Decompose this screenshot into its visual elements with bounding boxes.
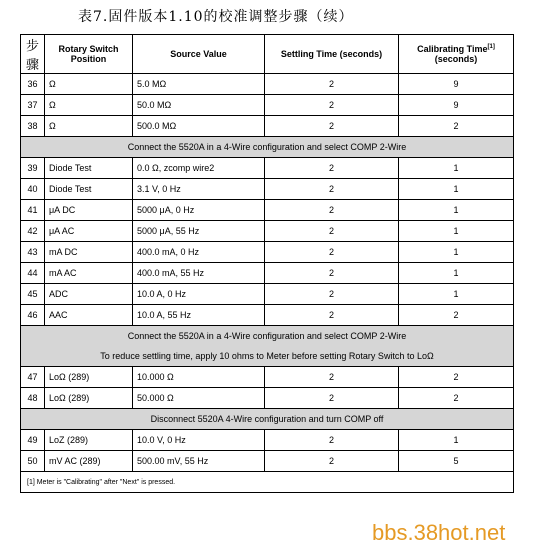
cell-calibrating-time: 1 bbox=[399, 263, 514, 284]
instruction-row bbox=[21, 137, 514, 158]
cell-settling-time: 2 bbox=[265, 200, 399, 221]
cell-step: 36 bbox=[21, 74, 45, 95]
cell-calibrating-time: 1 bbox=[399, 242, 514, 263]
instruction-row bbox=[21, 326, 514, 347]
cell-calibrating-time: 2 bbox=[399, 305, 514, 326]
cell-calibrating-time: 2 bbox=[399, 367, 514, 388]
table-row bbox=[21, 388, 514, 409]
table-row bbox=[21, 263, 514, 284]
cell-calibrating-time: 1 bbox=[399, 430, 514, 451]
cell-step: 39 bbox=[21, 158, 45, 179]
cell-step: 40 bbox=[21, 179, 45, 200]
cell-calibrating-time: 1 bbox=[399, 284, 514, 305]
calibration-steps-table bbox=[20, 34, 514, 493]
cell-rotary-position: ADC bbox=[45, 284, 133, 305]
cell-settling-time: 2 bbox=[265, 451, 399, 472]
cell-rotary-position: AAC bbox=[45, 305, 133, 326]
cell-step: 43 bbox=[21, 242, 45, 263]
cell-source-value: 50.0 MΩ bbox=[133, 95, 265, 116]
cell-calibrating-time: 1 bbox=[399, 221, 514, 242]
table-row bbox=[21, 305, 514, 326]
cell-step: 37 bbox=[21, 95, 45, 116]
cell-calibrating-time: 9 bbox=[399, 74, 514, 95]
page-title: 表7.固件版本1.10的校准调整步骤（续） bbox=[78, 9, 354, 25]
table-row bbox=[21, 74, 514, 95]
cell-rotary-position: LoZ (289) bbox=[45, 430, 133, 451]
instruction-text: Connect the 5520A in a 4-Wire configuration and select COMP 2-Wire bbox=[21, 137, 514, 158]
table-row bbox=[21, 451, 514, 472]
cell-calibrating-time: 5 bbox=[399, 451, 514, 472]
header-calibrating-time-label: Calibrating Time bbox=[417, 44, 488, 54]
header-footnote-ref: [1] bbox=[487, 44, 495, 50]
cell-step: 46 bbox=[21, 305, 45, 326]
cell-rotary-position: Ω bbox=[45, 116, 133, 137]
cell-settling-time: 2 bbox=[265, 116, 399, 137]
header-calibrating-time bbox=[399, 35, 514, 74]
table-row bbox=[21, 367, 514, 388]
cell-settling-time: 2 bbox=[265, 430, 399, 451]
cell-step: 38 bbox=[21, 116, 45, 137]
cell-step: 47 bbox=[21, 367, 45, 388]
cell-settling-time: 2 bbox=[265, 74, 399, 95]
cell-source-value: 10.0 V, 0 Hz bbox=[133, 430, 265, 451]
cell-rotary-position: mA DC bbox=[45, 242, 133, 263]
cell-step: 49 bbox=[21, 430, 45, 451]
table-row bbox=[21, 116, 514, 137]
cell-rotary-position: μA AC bbox=[45, 221, 133, 242]
cell-settling-time: 2 bbox=[265, 367, 399, 388]
table-row bbox=[21, 284, 514, 305]
instruction-text: Disconnect 5520A 4-Wire configuration and turn COMP off bbox=[21, 409, 514, 430]
cell-rotary-position: Ω bbox=[45, 74, 133, 95]
header-calibrating-time-unit: (seconds) bbox=[434, 54, 478, 64]
instruction-text: Connect the 5520A in a 4-Wire configuration and select COMP 2-Wire bbox=[21, 326, 514, 347]
cell-source-value: 400.0 mA, 55 Hz bbox=[133, 263, 265, 284]
cell-settling-time: 2 bbox=[265, 388, 399, 409]
cell-step: 48 bbox=[21, 388, 45, 409]
cell-source-value: 500.0 MΩ bbox=[133, 116, 265, 137]
header-source-value: Source Value bbox=[133, 35, 265, 74]
cell-step: 41 bbox=[21, 200, 45, 221]
cell-settling-time: 2 bbox=[265, 242, 399, 263]
cell-rotary-position: Ω bbox=[45, 95, 133, 116]
table-row bbox=[21, 179, 514, 200]
cell-calibrating-time: 1 bbox=[399, 158, 514, 179]
table-body bbox=[21, 74, 514, 493]
cell-calibrating-time: 9 bbox=[399, 95, 514, 116]
table-row bbox=[21, 158, 514, 179]
cell-settling-time: 2 bbox=[265, 158, 399, 179]
cell-calibrating-time: 2 bbox=[399, 388, 514, 409]
cell-step: 50 bbox=[21, 451, 45, 472]
cell-rotary-position: μA DC bbox=[45, 200, 133, 221]
table-row bbox=[21, 200, 514, 221]
cell-step: 44 bbox=[21, 263, 45, 284]
cell-settling-time: 2 bbox=[265, 221, 399, 242]
cell-settling-time: 2 bbox=[265, 179, 399, 200]
cell-settling-time: 2 bbox=[265, 305, 399, 326]
cell-source-value: 5000 μA, 55 Hz bbox=[133, 221, 265, 242]
cell-rotary-position: mV AC (289) bbox=[45, 451, 133, 472]
table-row bbox=[21, 221, 514, 242]
header-rotary-switch: Rotary Switch Position bbox=[45, 35, 133, 74]
cell-source-value: 50.000 Ω bbox=[133, 388, 265, 409]
instruction-text: To reduce settling time, apply 10 ohms to Meter before setting Rotary Switch to LoΩ bbox=[21, 346, 514, 367]
table-row bbox=[21, 430, 514, 451]
cell-rotary-position: Diode Test bbox=[45, 179, 133, 200]
cell-settling-time: 2 bbox=[265, 95, 399, 116]
table-row bbox=[21, 95, 514, 116]
header-settling-time: Settling Time (seconds) bbox=[265, 35, 399, 74]
cell-rotary-position: LoΩ (289) bbox=[45, 367, 133, 388]
cell-step: 42 bbox=[21, 221, 45, 242]
instruction-row bbox=[21, 346, 514, 367]
cell-rotary-position: Diode Test bbox=[45, 158, 133, 179]
cell-source-value: 10.0 A, 0 Hz bbox=[133, 284, 265, 305]
table-row bbox=[21, 242, 514, 263]
footnote-row bbox=[21, 472, 514, 493]
footnote-text: [1] Meter is "Calibrating" after "Next" is pressed. bbox=[21, 472, 514, 493]
table-header-row bbox=[21, 35, 514, 74]
cell-rotary-position: LoΩ (289) bbox=[45, 388, 133, 409]
cell-source-value: 10.0 A, 55 Hz bbox=[133, 305, 265, 326]
cell-settling-time: 2 bbox=[265, 263, 399, 284]
cell-source-value: 5.0 MΩ bbox=[133, 74, 265, 95]
cell-source-value: 10.000 Ω bbox=[133, 367, 265, 388]
cell-step: 45 bbox=[21, 284, 45, 305]
watermark: bbs.38hot.net bbox=[372, 520, 506, 545]
cell-source-value: 400.0 mA, 0 Hz bbox=[133, 242, 265, 263]
cell-calibrating-time: 2 bbox=[399, 116, 514, 137]
cell-calibrating-time: 1 bbox=[399, 200, 514, 221]
cell-source-value: 500.00 mV, 55 Hz bbox=[133, 451, 265, 472]
cell-settling-time: 2 bbox=[265, 284, 399, 305]
header-step: 步骤 bbox=[21, 35, 45, 74]
cell-source-value: 5000 μA, 0 Hz bbox=[133, 200, 265, 221]
instruction-row bbox=[21, 409, 514, 430]
cell-source-value: 3.1 V, 0 Hz bbox=[133, 179, 265, 200]
cell-rotary-position: mA AC bbox=[45, 263, 133, 284]
cell-source-value: 0.0 Ω, zcomp wire2 bbox=[133, 158, 265, 179]
cell-calibrating-time: 1 bbox=[399, 179, 514, 200]
